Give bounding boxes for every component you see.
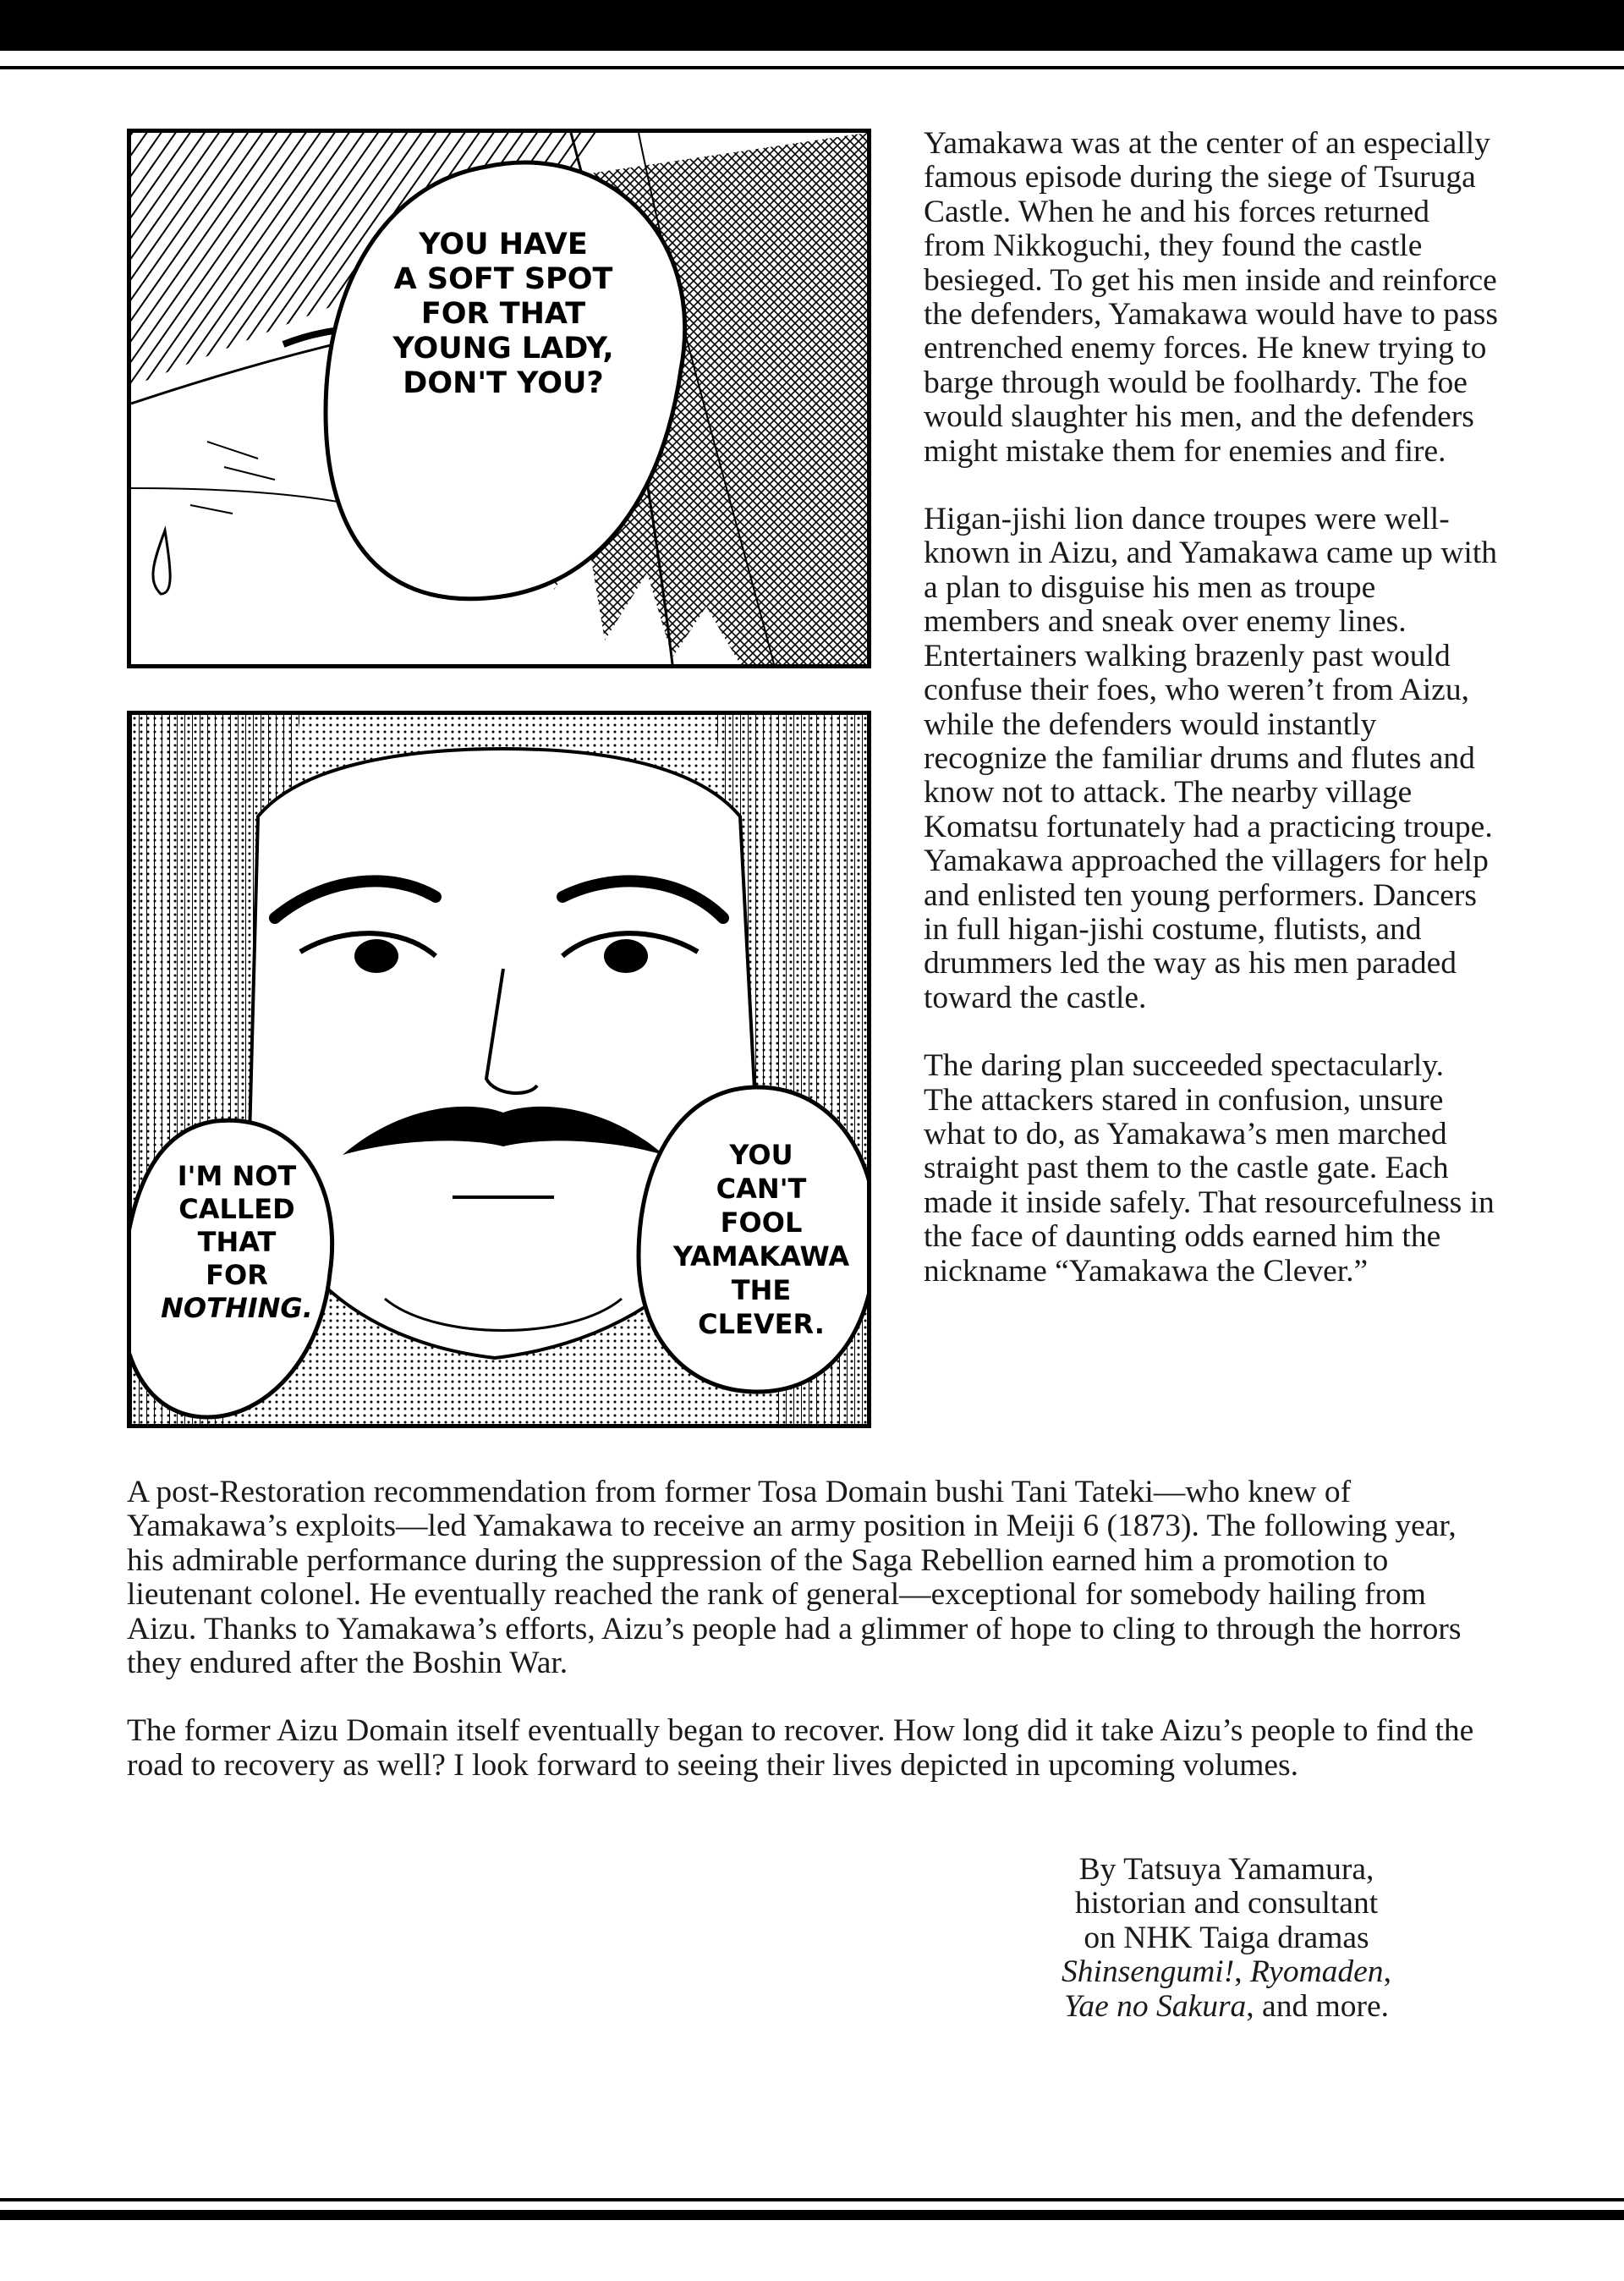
speech-bubble-3-text	[656, 1138, 867, 1341]
bottom-border-bar	[0, 2210, 1624, 2220]
bottom-border-rule	[0, 2198, 1624, 2201]
bubble-1-line: YOUNG LADY,	[392, 332, 614, 366]
signature-works-line-2	[1007, 1990, 1446, 2024]
bubble-3-line: FOOL	[720, 1206, 803, 1239]
bubble-2-line: FOR	[206, 1259, 268, 1291]
signature-works-line-1	[1007, 1955, 1446, 1989]
bubble-1-line: DON'T YOU?	[403, 366, 604, 400]
manga-panel-2	[127, 711, 871, 1428]
bubble-2-line: I'M NOT	[177, 1160, 297, 1192]
work-title: Ryomaden	[1249, 1954, 1384, 1990]
bubble-1-line: YOU HAVE	[419, 228, 588, 261]
bubble-3-line: CAN'T	[716, 1173, 807, 1205]
paragraph: A post-Restoration recommendation from former Tosa Domain bushi Tani Tateki—who knew of Yamakawa’s exploits—led Yamakawa to receive an army position in Meiji 6 (1873). The following year, his admirable performance during the suppression of the Saga Rebellion earned him a promotion to lieutenant colonel. He eventually reached the rank of general—exceptional for somebody hailing from Aizu. Thanks to Yamakawa’s efforts, Aizu’s people had a glimmer of hope to cling to through the horrors they endured after the Boshin War.	[127, 1475, 1462, 1681]
speech-bubble-2-text	[131, 1160, 343, 1325]
bubble-3-line: THE	[731, 1274, 792, 1306]
top-border-rule	[0, 66, 1624, 69]
paragraph: Higan-jishi lion dance troupes were well-known in Aizu, and Yamakawa came up with a plan to disguise his men as troupe members and sneak over enemy lines. Entertainers walking brazenly past would confuse their foes, who weren’t from Aizu, while the defenders would instantly recognize the familiar drums and flutes and know not to attack. The nearby village Komatsu fortunately had a practicing troupe. Yamakawa approached the villagers for help and enlisted ten young performers. Dancers in full higan-jishi costume, flutists, and drummers led the way as his men paraded toward the castle.	[924, 502, 1498, 1015]
signature-line: By Tatsuya Yamamura,	[1078, 1852, 1374, 1887]
manga-panel-1	[127, 129, 871, 668]
bubble-3-line: YOU	[729, 1139, 793, 1171]
bubble-2-line: CALLED	[178, 1193, 295, 1225]
paragraph: The former Aizu Domain itself eventually began to recover. How long did it take Aizu’s people to find the road to recovery as well? I look forward to seeing their lives depicted in upcoming volumes.	[127, 1713, 1474, 1783]
signature-line: on NHK Taiga dramas	[1084, 1920, 1369, 1955]
bubble-2-line: NOTHING.	[161, 1292, 313, 1324]
separator: ,	[1383, 1954, 1391, 1990]
signature-line: historian and consultant	[1074, 1886, 1379, 1921]
paragraph: Yamakawa was at the center of an especially famous episode during the siege of Tsuruga Castle. When he and his forces returned from Nikkoguchi, they found the castle besieged. To get his men inside and reinforce the defenders, Yamakawa would have to pass entrenched enemy forces. He knew trying to barge through would be foolhardy. The foe would slaughter his men, and the defenders might mistake them for enemies and fire.	[924, 126, 1498, 469]
signature-tail: , and more.	[1246, 1988, 1389, 2024]
full-width-article-text	[127, 1476, 1497, 1817]
bubble-3-line: CLEVER.	[698, 1308, 825, 1340]
separator: ,	[1234, 1954, 1250, 1990]
work-title: Yae no Sakura	[1064, 1988, 1247, 2024]
column-article-text	[924, 127, 1499, 1322]
paragraph: The daring plan succeeded spectacularly. The attackers stared in confusion, unsure what to do, as Yamakawa’s men marched straight past them to the castle gate. Each made it inside safely. That resourcefulness in the face of daunting odds earned him the nickname “Yamakawa the Clever.”	[924, 1048, 1495, 1289]
top-border-bar	[0, 0, 1624, 51]
bubble-3-line: YAMAKAWA	[672, 1240, 850, 1272]
bubble-2-line: THAT	[197, 1226, 277, 1258]
author-signature	[1007, 1853, 1446, 2024]
bubble-1-line: A SOFT SPOT	[393, 262, 613, 296]
bubble-1-line: FOR THAT	[420, 297, 586, 331]
work-title: Shinsengumi!	[1062, 1954, 1235, 1990]
speech-bubble-1-text	[376, 228, 630, 401]
